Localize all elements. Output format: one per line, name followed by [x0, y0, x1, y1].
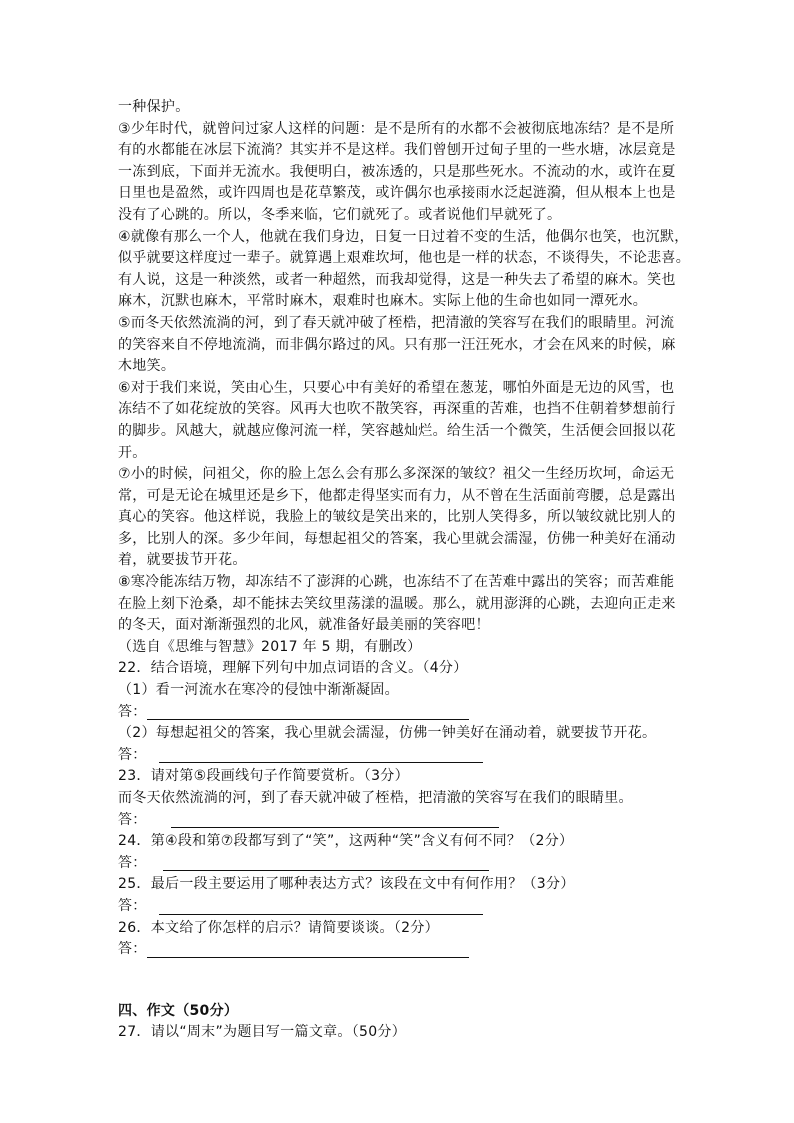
reading-passage: [118, 97, 688, 658]
answer-label: 答：: [118, 703, 147, 720]
paragraph-line: 多，比别人的深。多少年间，每想起祖父的答案，我心里就会濡湿，仿佛一种美好在涌动: [118, 530, 676, 547]
answer-row: [118, 896, 688, 918]
paragraph: [118, 378, 688, 464]
answer-label: 答：: [118, 854, 147, 871]
question-text: 而冬天依然流淌的河，到了春天就冲破了桎梏，把清澈的笑容写在我们的眼睛里。: [118, 790, 633, 806]
question-text: （2）每想起祖父的答案，我心里就会濡湿，仿佛一钟美好在涌动着，就要拔节开花。: [118, 725, 657, 742]
paragraph-line: ⑥对于我们来说，笑由心生，只要心中有美好的希望在葱茏，哪怕外面是无边的风雪，也: [118, 379, 675, 396]
question-text: 24．第④段和第⑦段都写到了“笑”，这两种“笑”含义有何不同？（2分）: [118, 833, 574, 850]
paragraph: [118, 637, 688, 659]
paragraph-line: 的冬天，面对渐渐强烈的北风，就准备好最美丽的笑容吧！: [118, 617, 490, 634]
paragraph: [118, 572, 688, 637]
paragraph-line: 有的水都能在冰层下流淌？其实并不是这样。我们曾刨开过甸子里的一些水塘，冰层竟是: [118, 142, 676, 159]
paragraph: [118, 97, 688, 119]
answer-row: [118, 853, 688, 875]
answer-label: 答：: [118, 941, 147, 958]
paragraph-line: 一冻到底，下面并无流水。我便明白，被冻透的，只是那些死水。不流动的水，或许在夏: [118, 163, 676, 180]
answer-label: 答：: [118, 746, 147, 763]
questions-section: [118, 658, 688, 960]
paragraph-line: 开。: [118, 444, 147, 461]
paragraph: [118, 313, 688, 378]
paragraph-line: 的笑容来自不停地流淌，而非偶尔路过的风。只有那一汪汪死水，才会在风来的时候，麻: [118, 336, 676, 353]
paragraph-line: 没有了心跳的。所以，冬季来临，它们就死了。或者说他们早就死了。: [118, 206, 562, 223]
answer-row: [118, 810, 688, 832]
question-text: 26．本文给了你怎样的启示？请简要谈谈。（2分）: [118, 919, 439, 936]
paragraph: [118, 119, 688, 227]
paragraph-line: 冻结不了如花绽放的笑容。风再大也吹不散笑容，再深重的苦难，也挡不住朝着梦想前行: [118, 401, 676, 418]
answer-blank[interactable]: [147, 704, 469, 720]
exam-document: [118, 97, 688, 1044]
paragraph-line: 木地笑。: [118, 358, 176, 375]
answer-blank[interactable]: [171, 812, 499, 828]
paragraph-line: （选自《思维与智慧》2017 年 5 期，有删改）: [118, 638, 422, 655]
paragraph-line: 着，就要拔节开花。: [118, 552, 247, 569]
paragraph-line: 真心的笑容。他这样说，我脸上的皱纹是笑出来的，比别人笑得多，所以皱纹就比别人的: [118, 509, 676, 526]
paragraph-line: ③少年时代，就曾问过家人这样的问题：是不是所有的水都不会被彻底地冻结？是不是所: [118, 120, 675, 137]
answer-blank[interactable]: [159, 747, 483, 763]
paragraph: [118, 227, 688, 313]
answer-row: [118, 939, 688, 961]
composition-prompt: 27．请以“周末”为题目写一篇文章。（50分）: [118, 1024, 407, 1041]
question-text: （1）看一河流水在寒冷的侵蚀中渐渐凝固。: [118, 682, 399, 699]
question-text: 23．请对第⑤段画线句子作简要赏析。（3分）: [118, 768, 409, 785]
paragraph: [118, 464, 688, 572]
paragraph-line: 似乎就要这样度过一辈子。就算遇上艰难坎坷，他也是一样的状态，不谈得失，不论悲喜。: [118, 250, 690, 267]
paragraph-line: 的脚步。风越大，就越应像河流一样，笑容越灿烂。给生活一个微笑，生活便会回报以花: [118, 422, 676, 439]
answer-row: [118, 702, 688, 724]
answer-blank[interactable]: [147, 942, 469, 958]
paragraph-line: ⑤而冬天依然流淌的河，到了春天就冲破了桎梏，把清澈的笑容写在我们的眼睛里。河流: [118, 314, 675, 331]
paragraph-line: 日里也是盈然，或许四周也是花草繁茂，或许偶尔也承接雨水泛起涟漪，但从根本上也是: [118, 185, 676, 202]
paragraph-line: 有人说，这是一种淡然，或者一种超然，而我却觉得，这是一种失去了希望的麻木。笑也: [118, 271, 676, 288]
paragraph-line: 一种保护。: [118, 99, 190, 115]
paragraph-line: 在脸上刻下沧桑，却不能抹去笑纹里荡漾的温暖。那么，就用澎湃的心跳，去迎向正走来: [118, 595, 676, 612]
answer-blank[interactable]: [163, 855, 489, 871]
paragraph-line: ⑧寒冷能冻结万物，却冻结不了澎湃的心跳，也冻结不了在苦难中露出的笑容；而苦难能: [118, 574, 675, 591]
paragraph-line: ⑦小的时候，问祖父，你的脸上怎么会有那么多深深的皱纹？祖父一生经历坎坷，命运无: [118, 466, 675, 483]
answer-row: [118, 745, 688, 767]
paragraph-line: 常，可是无论在城里还是乡下，他都走得坚实而有力，从不曾在生活面前弯腰，总是露出: [118, 487, 676, 504]
paragraph-line: 麻木，沉默也麻木，平常时麻木，艰难时也麻木。实际上他的生命也如同一潭死水。: [118, 293, 648, 310]
answer-label: 答：: [118, 897, 147, 914]
paragraph-line: ④就像有那么一个人，他就在我们身边，日复一日过着不变的生活，他偶尔也笑，也沉默，: [118, 228, 689, 245]
composition-heading: 四、作文（50分）: [118, 1002, 239, 1019]
question-text: 25．最后一段主要运用了哪种表达方式？该段在文中有何作用？（3分）: [118, 876, 575, 893]
answer-blank[interactable]: [159, 899, 483, 915]
spacer: [118, 961, 688, 1001]
question-text: 22．结合语境，理解下列句中加点词语的含义。（4分）: [118, 660, 468, 677]
answer-label: 答：: [118, 811, 147, 828]
